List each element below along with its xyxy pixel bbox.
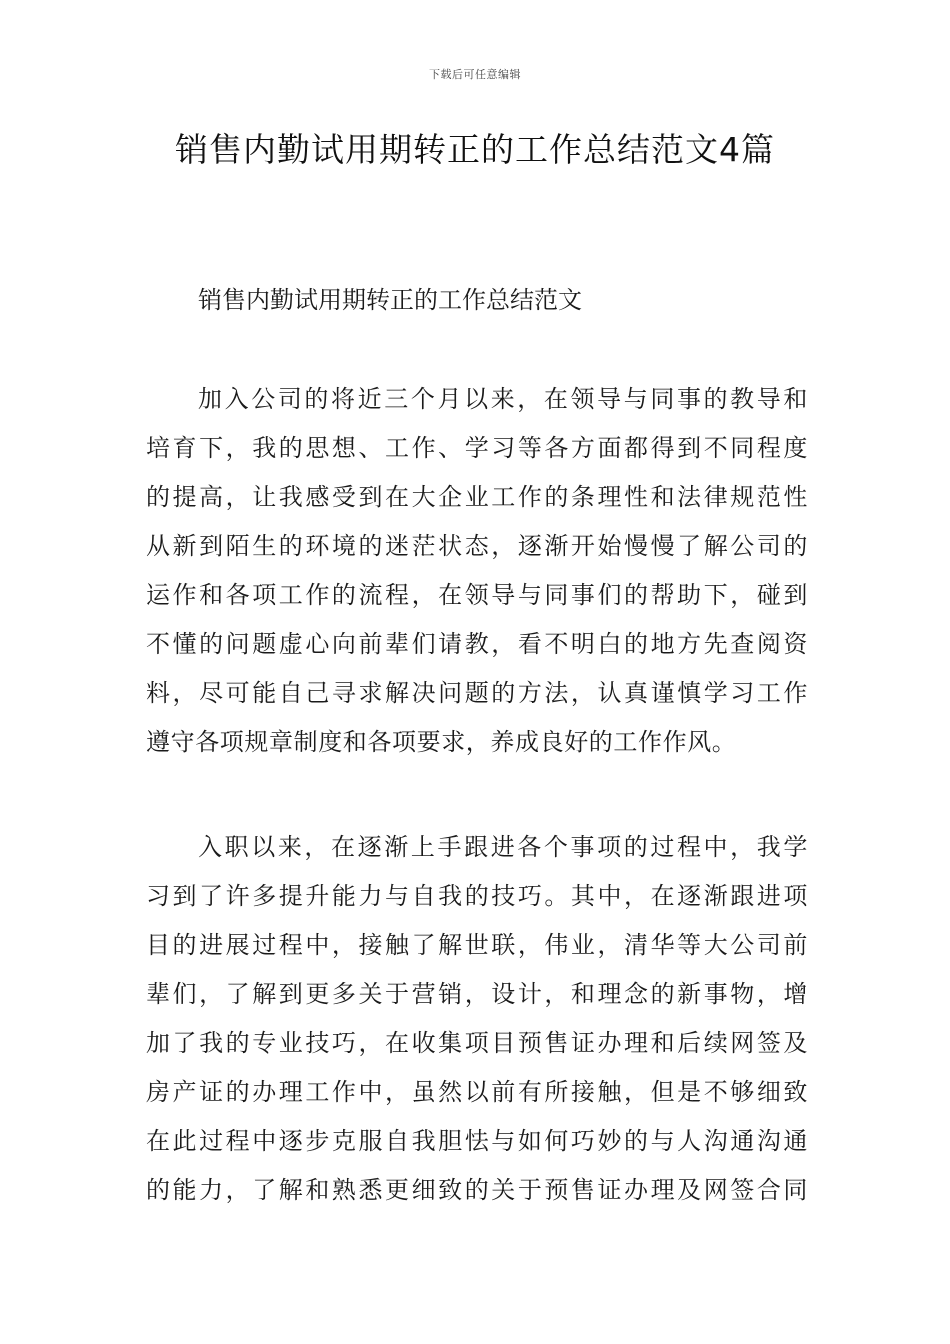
paragraph-line: 加了我的专业技巧，在收集项目预售证办理和后续网签及 xyxy=(146,1029,808,1057)
paragraph-line: 从新到陌生的环境的迷茫状态，逐渐开始慢慢了解公司的 xyxy=(146,532,808,560)
paragraph-line: 辈们，了解到更多关于营销，设计，和理念的新事物，增 xyxy=(146,980,808,1008)
paragraph-line: 习到了许多提升能力与自我的技巧。其中，在逐渐跟进项 xyxy=(146,882,808,910)
document-title: 销售内勤试用期转正的工作总结范文4篇 xyxy=(175,130,775,169)
paragraph-1 xyxy=(146,381,808,773)
section-subtitle: 销售内勤试用期转正的工作总结范文 xyxy=(198,286,582,314)
paragraph-line: 遵守各项规章制度和各项要求，养成良好的工作作风。 xyxy=(146,728,737,756)
paragraph-line: 加入公司的将近三个月以来，在领导与同事的教导和 xyxy=(198,385,808,413)
paragraph-line: 运作和各项工作的流程，在领导与同事们的帮助下，碰到 xyxy=(146,581,808,609)
paragraph-line: 的提高，让我感受到在大企业工作的条理性和法律规范性 xyxy=(146,483,808,511)
paragraph-line: 在此过程中逐步克服自我胆怯与如何巧妙的与人沟通沟通 xyxy=(146,1127,808,1155)
paragraph-2 xyxy=(146,829,808,1221)
paragraph-line: 不懂的问题虚心向前辈们请教，看不明白的地方先查阅资 xyxy=(146,630,808,658)
paragraph-line: 房产证的办理工作中，虽然以前有所接触，但是不够细致 xyxy=(146,1078,808,1106)
paragraph-line: 料，尽可能自己寻求解决问题的方法，认真谨慎学习工作 xyxy=(146,679,808,707)
paragraph-line: 的能力，了解和熟悉更细致的关于预售证办理及网签合同 xyxy=(146,1176,808,1204)
paragraph-line: 目的进展过程中，接触了解世联，伟业，清华等大公司前 xyxy=(146,931,808,959)
header-note: 下载后可任意编辑 xyxy=(429,68,521,81)
paragraph-line: 培育下，我的思想、工作、学习等各方面都得到不同程度 xyxy=(146,434,808,462)
paragraph-line: 入职以来，在逐渐上手跟进各个事项的过程中，我学 xyxy=(198,833,808,861)
